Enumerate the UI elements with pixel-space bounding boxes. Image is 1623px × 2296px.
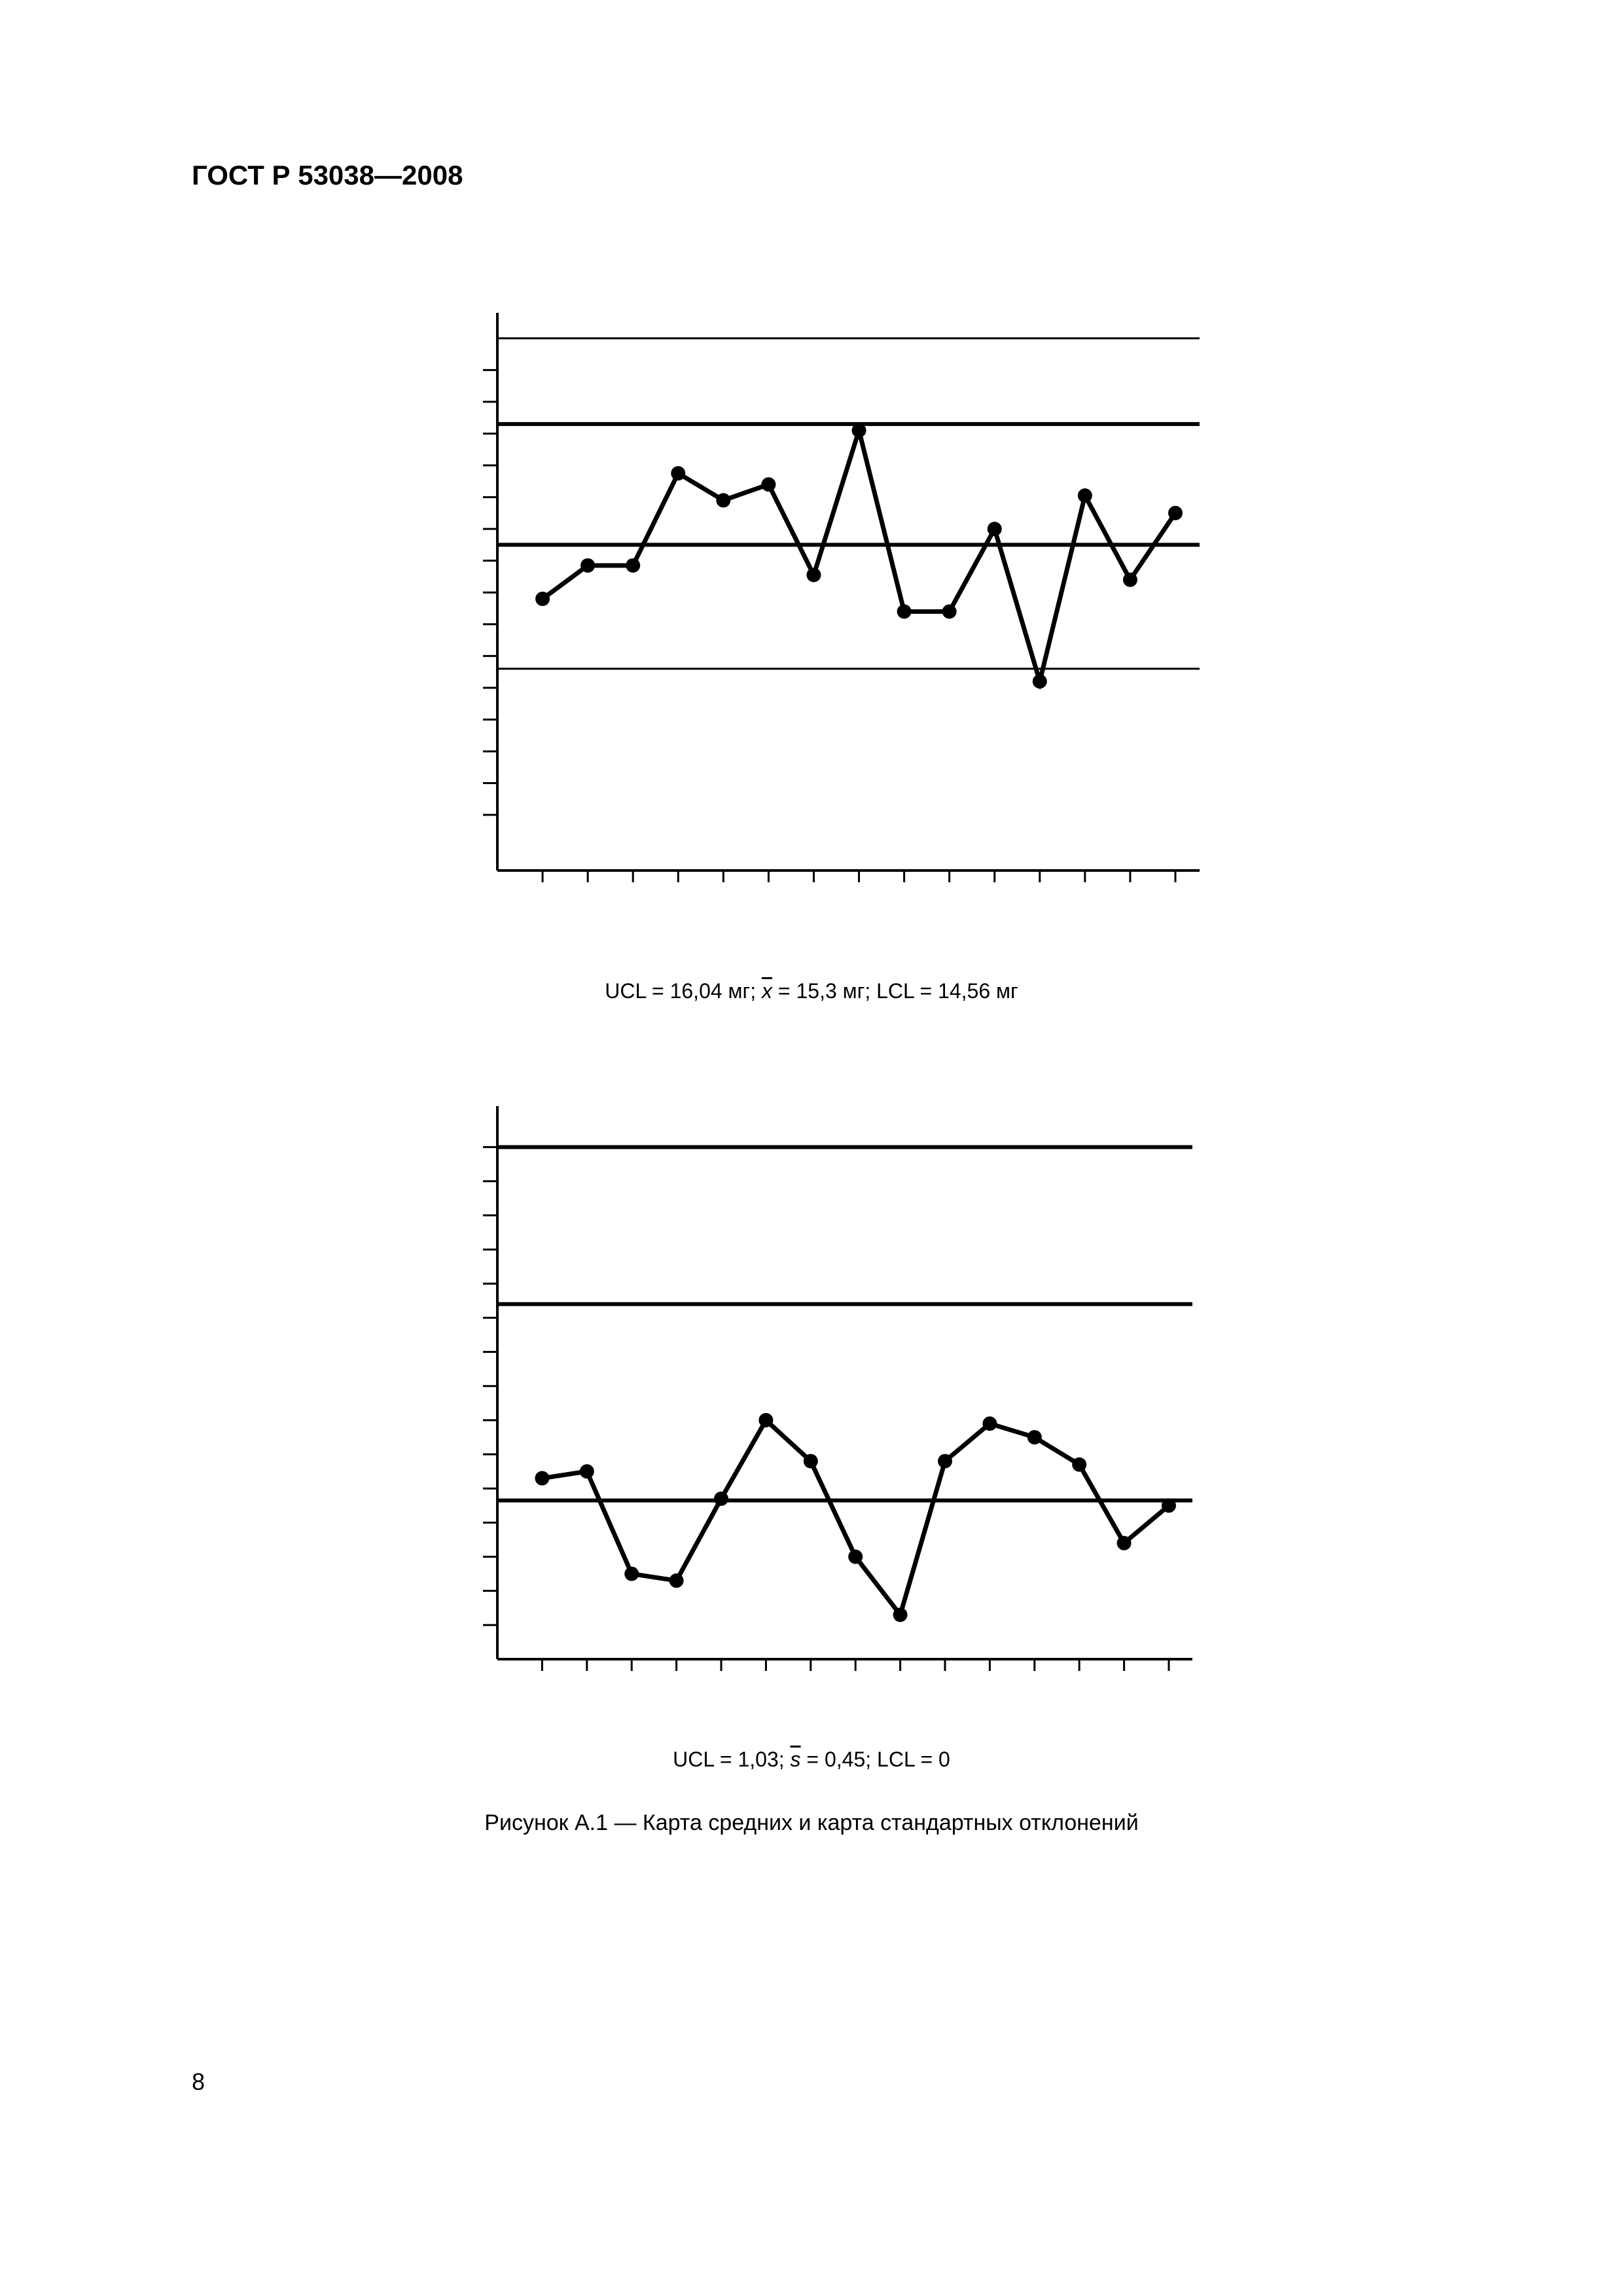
mean-caption-ucl: UCL = 16,04 мг; <box>605 979 762 1003</box>
sd-data-point <box>714 1492 728 1506</box>
sd-series-line <box>542 1420 1169 1615</box>
sd-data-point <box>1072 1458 1086 1472</box>
sd-data-point <box>669 1573 684 1588</box>
sd-data-point <box>982 1416 997 1431</box>
figure-caption: Рисунок А.1 — Карта средних и карта стандартных отклонений <box>484 1810 1139 1835</box>
sd-data-point <box>893 1607 908 1622</box>
sd-data-point <box>804 1454 818 1468</box>
sd-data-point <box>580 1464 594 1479</box>
document-code: ГОСТ Р 53038—2008 <box>192 160 463 190</box>
sd-data-point <box>535 1471 549 1486</box>
sd-data-point <box>758 1413 773 1427</box>
sd-caption-ucl: UCL = 1,03; <box>673 1748 791 1771</box>
mean-caption-rest: = 15,3 мг; LCL = 14,56 мг <box>772 979 1018 1003</box>
sd-data-point <box>938 1454 952 1468</box>
sd-caption-rest: = 0,45; LCL = 0 <box>800 1748 950 1771</box>
sd-data-point <box>1027 1430 1042 1444</box>
sd-data-point <box>848 1550 863 1564</box>
page-number: 8 <box>192 2068 205 2095</box>
sd-data-point <box>624 1567 639 1581</box>
sd-data-point <box>1117 1536 1132 1551</box>
sd-data-point <box>1162 1498 1176 1513</box>
sd-caption-sbar-symbol: $\overline{s}$ <box>790 1748 801 1771</box>
sd-chart-caption <box>0 1748 1623 1772</box>
mean-caption-xbar-symbol: $\overline{x}$ <box>762 979 772 1003</box>
